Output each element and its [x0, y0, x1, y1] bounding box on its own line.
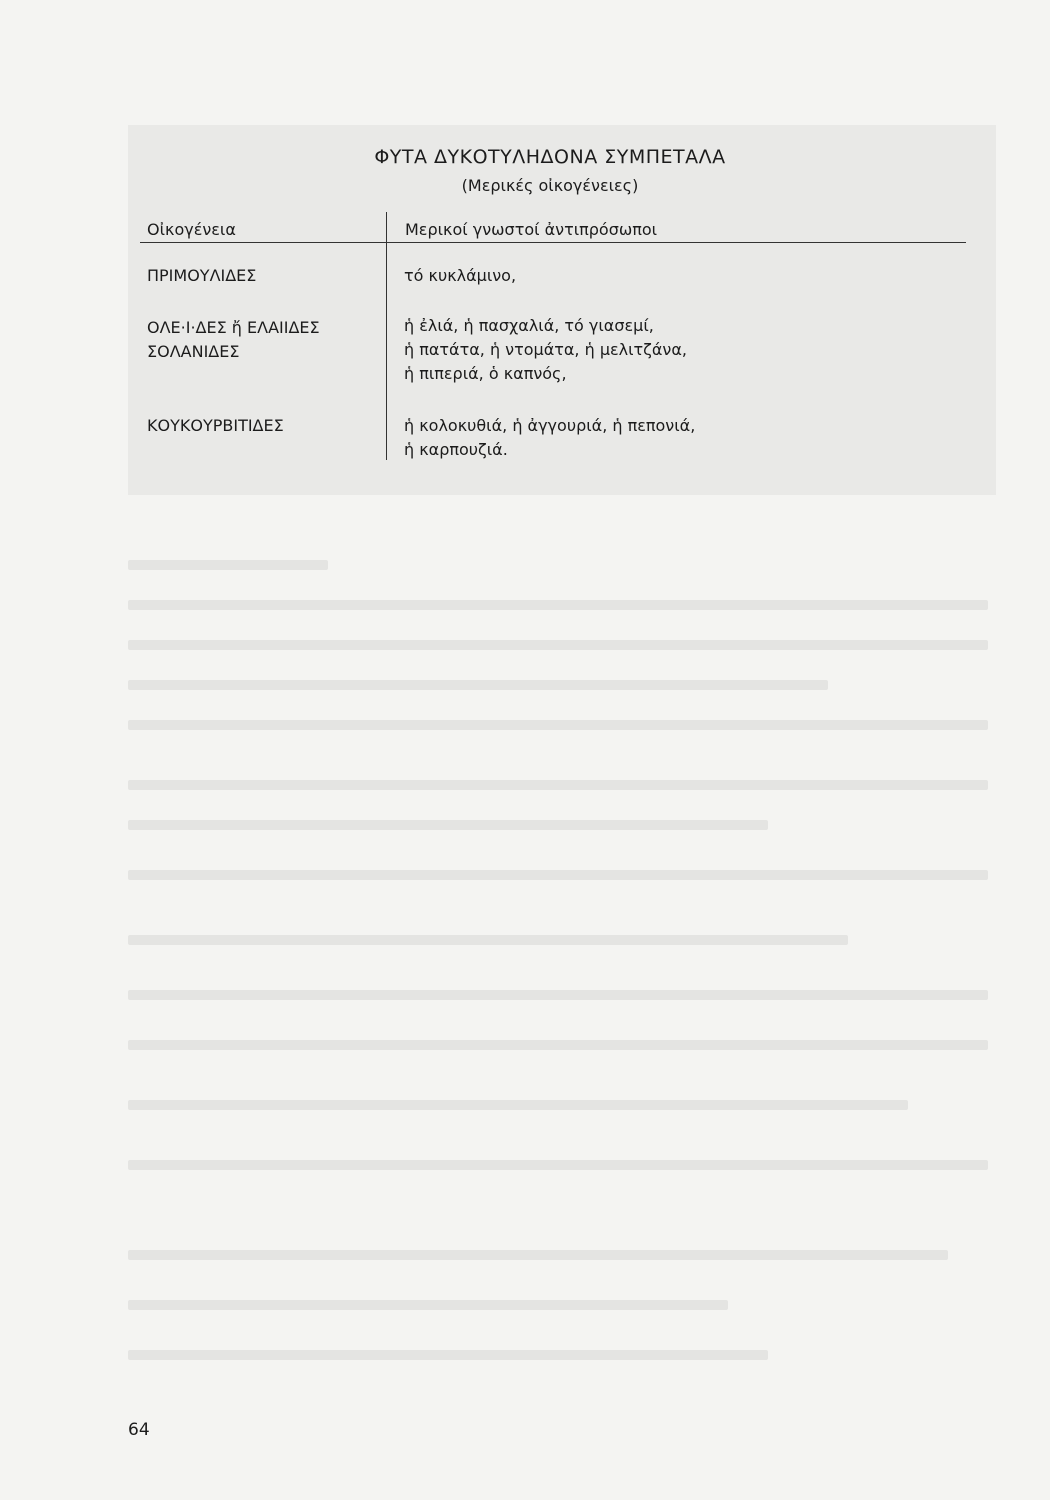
family-cell-primulaceae: ΠΡΙΜΟΥΛΙΔΕΣ — [147, 266, 257, 285]
column-header-representatives: Μερικοί γνωστοί ἀντιπρόσωποι — [405, 220, 658, 239]
show-through-line — [128, 870, 988, 880]
show-through-line — [128, 680, 828, 690]
representatives-cell-oleaceae-solanaceae: ἡ ἐλιά, ἡ πασχαλιά, τό γιασεμί, ἡ πατάτα, ἡ ντομάτα, ἡ μελιτζάνα, ἡ πιπεριά, ὁ καπνός, — [404, 316, 687, 383]
show-through-line — [128, 990, 988, 1000]
show-through-line — [128, 1100, 908, 1110]
show-through-line — [128, 1160, 988, 1170]
family-cell-oleaceae-solanaceae: ΟΛΕ·Ι·ΔΕΣ ἤ ΕΛΑΙΙΔΕΣ ΣΟΛΑΝΙΔΕΣ — [147, 318, 320, 361]
show-through-line — [128, 935, 848, 945]
show-through-line — [128, 1040, 988, 1050]
show-through-line — [128, 600, 988, 610]
representatives-cell-primulaceae: τό κυκλάμινο, — [404, 266, 517, 285]
show-through-line — [128, 1300, 728, 1310]
family-cell-cucurbitaceae: ΚΟΥΚΟΥΡΒΙΤΙΔΕΣ — [147, 416, 284, 435]
column-divider — [386, 212, 387, 460]
header-rule — [140, 242, 966, 243]
show-through-line — [128, 560, 328, 570]
show-through-line — [128, 720, 988, 730]
show-through-line — [128, 1250, 948, 1260]
table-subtitle: (Μερικές οἰκογένειες) — [461, 176, 639, 195]
show-through-line — [128, 780, 988, 790]
show-through-line — [128, 1350, 768, 1360]
page-number: 64 — [128, 1420, 150, 1440]
table-title: ΦΥΤΑ ΔΥΚΟΤΥΛΗΔΟΝΑ ΣΥΜΠΕΤΑΛΑ — [374, 146, 726, 168]
column-header-family: Οἰκογένεια — [147, 220, 236, 239]
representatives-cell-cucurbitaceae: ἡ κολοκυθιά, ἡ ἀγγουριά, ἡ πεπονιά, ἡ καρπουζιά. — [404, 416, 696, 459]
show-through-line — [128, 640, 988, 650]
show-through-line — [128, 820, 768, 830]
